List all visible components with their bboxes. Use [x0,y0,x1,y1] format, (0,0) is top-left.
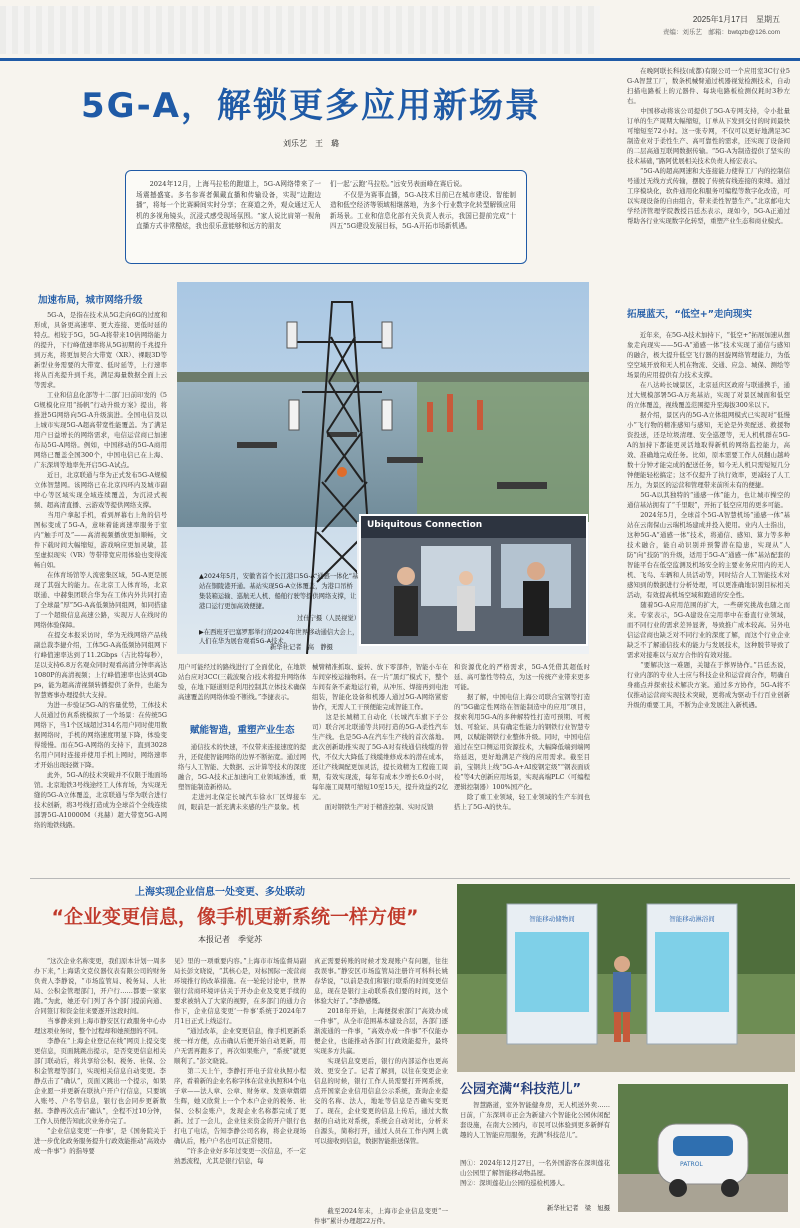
masthead-band [0,6,600,54]
article3-caption: 图①：2024年12月27日，一名外国游客在深圳莲花山公园里了解智能移动物品屋。 图②：深圳莲花山公园的巡检机器人。 [460,1159,610,1187]
photo-patrol-robot [618,1084,788,1212]
article1-col2: 用户可能经过的路线进行了全面优化，在地铁站台应对3CC(三载波聚合)技术将提升网络体验，在地下隧道则是利用控制其立体技术确保高速覆盖的网络体验不断线。”李捷表示。 [178,663,306,701]
caption-top-credit: 过仕宁摄（人民视觉） [297,615,360,622]
article2-col1: “这次企业名称变更，我们原本计划一周多办下来，”上海诺文克仪器仪表有限公司的财务负责人李静说，“市场监管局、税务局、人社局、公积金管理部门，开户行……都要一家家跑。”为此，她还专门列了各个部门提前向通、合同签订和资金往来要逐开这段时间。 当事静来到上海市静安区行政服务中心办理这项业务时，整个过程却和她预想的不同。 李静在“上海企业登记在线”网页上提交变更信息，页面跳跳出提示，是否变更信息相关部门联动后，将共享给公积、税务、社保、公积金管理等部门，实现相关信息自动变更。李静点击了“确认”，页面又跳出一个提示，如果企业愿一并更新在联执户开户行信息，只要填入账号、户名等信息，银行也会同步更新数据。李静再次点击“确认”，全程不过10分钟，工作人员便告知此次业务办完了。 “企业信息变更‘一件事’，是《国务院关于进一步优化政务服务提升行政效能推动“高效办成一件事”》的指导要 [34,957,166,1155]
photo-tower-port [177,282,589,654]
photo-exhibition [359,514,588,646]
robot-label: PATROL [680,1161,703,1168]
article1-authors: 刘乐艺 王 璐 [283,139,339,148]
editor-line: 责编：刘乐艺 邮箱：bwtqzb@126.com [662,29,780,36]
article2-col3: 真正需要转账的时候才发现账户有问题，往往我误事。”静安区市场监管局注册许可科科长姚春华说，“以前是我们和银行联系的时间变更信息，现在是银行主动联系我们要的时间，这个体验大好了。”李静感慨。 2018年开始，上海便探索部门“高效办成一件事”，从全市范围基本建设合层，各部门逐渐流通的一件事，“高效办成一件事”不仅能办便企业，也能推动各部门行政效能提升，最终实现多方共赢。 实现信息变更后，银行的内部运作也更高效、更安全了。记者了解到，以往在变更企业信息的时候，银行工作人员需要打开网系统，点开国家企业信用信息公示系统，查询企业提交的名称、法人，地址等信息是否确实变更了。现在，企业变更的信息上传后，通过大数据的自动比对系统，系统会自动对比，分析来自源头，简称打开，通过人员在工作内网上就可以接收到信息，数据智能推送保管。 [314,957,448,1145]
header-rule [0,58,800,61]
article3-text: 智慧路道，室外智能健身房，无人机送外卖……日前，广东深圳市正会为新建六个智能化公园休闲配套设施，在南大公园内，市民可以体验到更多新鲜有趣的人工智能应用服务，充满“科技范儿”。 [460,1101,610,1139]
article2-byline: 本报记者 季觉苏 [198,935,262,944]
caption-top: ▲2024年5月，安徽省首个长江港口5G-A“通感一体化”基站在铜陵港开通。基站实现5G-A立体覆盖，为港口吊桥集装箱运输、巡航无人机、船舶行驶等提供网络支撑，让港口运行更加高效便捷。 [199,573,359,610]
lead-left: 2024年12月，上海马拉松的跑道上，5G-A网络带来了一场震撼盛宴。多名参赛者佩戴直播和传输设备，实现“边跑边播”，将每一个比赛瞬间实时分享；在赛道之外，观众通过无人机的多视角镜头，沉浸式感受现场氛围。“家人说比肩第一视角直播方式非常酷炫，我也很乐意能够和远方的朋友 [136,180,321,230]
caption-bottom-credit: 新华社记者 高 静摄 [270,644,333,651]
lead-right: 们一起‘云跑’马拉松。”远安另表面峰在赛后说。 不仅是为赛事直播，5G-A技术目前已在城市建设、智能制造和低空经济等领域相继落地，为多个行业数字化转型解锁应用新场景。工业和信息化部有关负责人表示，我国已提前完成“十四五”5G建设发展目标，5G-A开拓市场新机遇。 [330,180,516,230]
article1-col4: 和资源优化的严格需求，5G-A凭借其超低时延、高可靠性等特点，为这一传统产业带来更多可能。 据了解，中国电信上海公司联合宝钢等打造的“5G确定性网络在智能制造中的应用”项目，探索利用5G-A的多种解特性打造可预期、可规划、可验证、具有确定性能力的钢铁行业智慧专网，以赋能钢铁行业整体升级。同时，中国电信通过在空口侧运用资源技术，大幅降低端到端网络延迟，更好地满足产线的应用需求。截至目前，宝钢共上线“5G-A+AI废钢定级”“钢表面质检”等4大创新应用场景，实现高端PLC（可编程逻辑控制器）100%国产化。 除了重工业领域，轻工业领域的生产车间也搭上了5G-A的快车。 [454,663,590,811]
photo-exhibition-image [361,516,586,644]
article3-credit: 新华社记者 梁 旭摄 [547,1205,610,1212]
caption-bottom: ▶在西班牙巴塞罗那举行的2024年世界移动通信大会上，人们在华为展台观看5G-A技术。 [199,629,359,645]
section-head-3: 拓展蓝天，“低空+”走向现实 [627,309,752,320]
kiosk2-label: 智能移动淋浴间 [669,915,715,923]
photo-park-kiosks-image [457,884,795,1072]
article1-col5: 近年来，在5G-A技术加持下，“低空+”拓展加速从想象走向现实——5G-A“通感一体”技术实现了通信与感知的融合，极大提升低空飞行器的回旋网络管理能力，为低空空域开放和无人机在物流、交通、应急、城保、测绘等场景的应用提供有力技术支撑。 在八达岭长城景区，北京延庆区政府与联通携手，通过大规模部署5G-A万兆基站，实现了对景区城面和低空的立体覆盖，视线覆盖范围提升至海拔300米以下。 据介绍，景区内的5G-A立体组网模式已实现对“低慢小”飞行物的精准感知与感知，无论是外卖配送、救援物资投送，还是垃圾清理、安全巡逻等，无人机机群在5G-A的加持下都能更灵活地取得新机的网络监控能力，高效、准确地完成任务。比如，原本需要工作人员翻山越岭数十分钟才能完成的配送任务，如今无人机只需短短几分钟便能轻松搞定；这不仅提升了执行效率，更减轻了人工压力，为景区的运营和管理带来前所未有的便捷。 5G-A以其独特的“通感一体”能力，也让城市操空的通信基站拥有了“千里眼”，开拓了低空应用的更多可能。 2024年5月，全球首个5G-A智慧机场“通感一体”基站在云南保山云瑞机场建成并投入使用。业内人士指出，这种5G-A“通感一体”技术，将通信、感知、算力等多种技术融合，能自动识别并预警潜在隐患，实现从“人防”向“技防”的升级，适用于5G-A“通感一体”基站配套的智能平台在低空监测及机场安全的主要业务应用内的无人机、飞鸟、车辆和人员活动等，同时结合人工智能技术对感知到的数据进行分析处理，可以更准确地识别目标相关活动，有效提高机场空域和跑道的安全性。 随着5G-A应用范围的扩大，一些研究挑战也随之而来。专家表示，5G-A建设在完用率中在垂直行业领域，而不同行业的需求差异显著，导致推广成本较高。另外电信运营商也缺乏对不同行业的深度了解，而这个行业企业缺乏不了解通信技术的能力与发展技术，这种脱节导致了需求对接难以与双方合作的有效对接。 “要解决这一难题，关键在于葬界协作。”吕廷杰说，行业内部的专业人士应与科技企业和运营商合作，明确自身痛点并探索技术解决方案。通过多方协作，5G-A将不仅推动运营商实现技术突破，更将成为驱动千行百业创新升级的重要工具，不断为企业发展注入新机遇。 [627,331,790,709]
kiosk1-label: 智能移动储物间 [529,915,575,923]
exhibition-banner-text: Ubiquitous Connection [367,520,483,530]
issue-date: 2025年1月17日 星期五 [692,15,780,24]
photo-patrol-robot-image [618,1084,788,1212]
article1-title: 5G-A，解锁更多应用新场景 [81,86,541,126]
section-head-1: 加速布局，城市网络升级 [38,295,143,306]
article1-col3: 械臂精准抓取、旋转、放下零部件，智能小车在车间穿梭运输物料。在一片“黑灯”模式下，整个车间有条不紊地运行着，从冲压、焊接再到电池组装，智能化设备和机器人通过5G-A网络紧密协作，无需人工干预便能完成智能工作。 这是长城精工自动化（长城汽车旗下子公司）联合河北联通等共同打造的5G-A柔性汽车生产线。也是5G-A在汽车生产线的首次落地。此次创新助推实现了5G-A对有线通信线缆的替代，不仅大大降低了线缆维修成本的潜在成本，还让产线调配更加灵活，提长效精为工程施工周期，有效实现流，每年有成本少增长6.0小时，每年施工周期可缩短10至15天，提升效益约2亿元。 面对钢铁生产对于精准控制、实时反馈 [312,663,448,811]
section-divider [30,878,790,879]
article1-col1: 5G-A，是指在技术从5G走向6G的过度和形成，具备更高速率、更大连接、更低时延的特点。相较于5G，5G-A将带来10倍网络能力的提升，下行峰值速率将从5G初期的千兆提升到万兆，将更加契合大带宽（XR）、裸眼3D等新型业务需要的大带宽、低时延等，上行速率将从百兆提升到千兆，满足海量数据全面上云等需求。 工业和信息化部等十二部门日前印发的《5G规模化应用“扬帆”行动升级方案》提出，将推进5G网络向5G-A升级演进。全国电信及以上城市实现5G-A超高带宽性能覆盖。为了满足用户日益增长的网络需求，电信运营商已加速布局5G-A网络。例如，中国移动的5G-A商用网络已覆盖全国300个，中国电信已在上海、广东深圳等地率先开启5G-A试点。 近日，北京联通与华为正式发布5G-A规模立体智慧网。该网络已在北京四环内及城市副中心等区域实现全域连续覆盖，为沉浸式视频、超高清直播、云游戏等提供网络支撑。 当用户拿起手机，看到屏幕右上角的信号图标变成了5G-A，意味着能离速率服务于室内“触手可及”——高清视频播放更加顺畅，文件下载时间大幅缩短，游戏响应更加灵敏，甚至虚拟现实（VR）等带带宽应用体验也变得流畅自如。 在体育场馆等人流密集区域，5G-A更是展现了其强大的能力。在北京工人体育场，北京联通、中赫集团联合华为在工体内外共同打造了全球最“厚”5G-A高低频协同组网，如同搭建了一个超级信息高速公路，实现万人在线时的网络体验保障。 在提交本报采访时，华为无线网络产品线副总裁李捷介绍，工体5G-A高低频协同组网下行峰值速率达到了11.2Gbps（吉比特每秒），足以支持6.8万名观众同时观看高清分钟率高达1080P的高清视频；上行峰值速率也达到4Gbps，能为超高清视频转播提供了条件，也能为智慧赛事办理提供大支持。 为进一步验证5G-A的容量优势，工体技术人员通过仿真系统模拟了一个场景：在传统5G网络下，当1个区域超过314名用户同时使用数据网络时，手机的网络速度明显下降，体验变得缓慢。而在5G-A网络的支持下，直到3028名用户同时连接并使用手机上网时，网络速率才开始出现轻微下降。 此外，5G-A的技术突破并不仅限于地面场馆。北京地铁3号线途经工人体育场，为实现无缝的5G-A立体覆盖，北京联通与华为联合进行技术创新，将3号线打造成为全球首个全线连续部署5G-A10000M（兆赫）超大带宽5G-A网络的地铁线路。 [34,311,167,829]
article3-title: 公园充满“科技范儿” [460,1082,582,1097]
right-top-text: 在晚阿联长科技(成都)有限公司一个应用室3C行业5G-A智慧工厂，数条机械臂通过机器视觉检测技术，自动扫描电路板上的元器件、每块电路板检测仅耗时3秒左右。 中国移动将该公司提供了5G-A专网支持，令小批量订单的生产周期大幅缩短，订单从下发到交付的时间最快可缩短至72小时。这一张专网，不仅可以更好地满足3C制造业对于柔性生产、高可靠性的需求，还实现了设备间的二层高通互联网数据传输。“5G-A为制造提供了坚实的技术基础，”路阿优展相关技术负责人杨宏表示。 “5G-A的超高网速和大连接能力使得工厂内的控制信号通过无线方式传输，摆脱了传统有线连接的束缚。通过工序模块化，软件通用化和服务可编程等数字化改造，可以实现设备的自由组合，带来柔性智慧生产。”北京邮电大学经济管理学院教授吕廷杰表示，现如今，5G-A正通过帮助各行业实现数字化转型，重塑产业生态和商业模式。 [627,67,790,225]
lead-box [125,170,527,264]
photo-park-kiosks [457,884,795,1072]
article2-col4: 截至2024年末，上海市企业信息变更“一件事”累计办理超22万件。 [314,1207,448,1224]
article1-col2b: 通信技术的快速，不仅带来连接速度的提升，还促使智能网络的边界不断拓宽。通过网络与人工智能、大数据、云计算等技术的深度融合，5G-A技术正加速向工业领域渗透，重塑智能制造新格局。 走进河北保定长城汽车徐水厂区焊接车间，眼前是一派充满未来感的生产景象。机 [178,743,306,811]
page-header [0,0,800,58]
article2-kicker: 上海实现企业信息一处变更、多处联动 [135,887,305,898]
section-head-2: 赋能智造，重塑产业生态 [190,725,295,736]
article2-col2: 见》里的一项重要内容。”上海市市场监督局副局长彭文晓说，“其核心是，对标国际一流营商环境推行的改革措施。在一轮轮讨论中，世界银行营商环境评估关于开办企业及变更手续的要求被纳入了大家的视野，在多部门的通力合作下，企业信息变更‘一件事’系统于2024年7月1日正式上线运行。 “通过改革，企业变更信息，像手机更新系统一样方便，点击确认后便开始自动更新，用户无需再跑多了，再次如果账户，“系统”就更顺利了。”彭文晓说。 第二天上午，李静打开电子营业执照小程序，看着新的企业名称字体在营业执照和4个电子章——法人章、公章、财务章、发票章熠熠生辉，她又欣赏上一个个本户企业的税务、社保、公积金账户，发现企业名称都完成了更新。过了一会儿，企业往来资金的开户银行也打电了电话，告知李静公司名称，将企业现场确认后，账户户名也可以正常使用。 “许多企业好多年过变更一次信息，不一定熟悉流程，尤其是银行信息，每 [174,957,306,1165]
article2-title: “企业变更信息，像手机更新系统一样方便” [51,906,419,928]
